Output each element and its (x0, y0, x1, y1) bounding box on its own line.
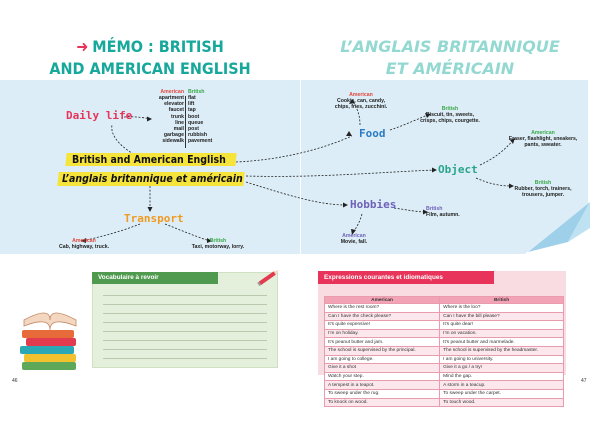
pencil-icon (256, 268, 282, 286)
node-object: Object (438, 163, 478, 176)
food-american-line1: Cookie, can, candy, (336, 98, 386, 104)
cell-british: Can I have the bill please? (440, 312, 564, 321)
table-row (325, 372, 564, 381)
table-row (325, 312, 564, 321)
daily-life-word-american: apartment (158, 95, 184, 101)
object-american-line2: pants, sweater. (524, 142, 562, 149)
object-american-line1: Eraser, flashlight, sneakers, (508, 136, 578, 142)
title-right-line1: L’ANGLAIS BRITANNIQUE (340, 37, 560, 56)
table-row (325, 355, 564, 364)
daily-life-word-british: flat (188, 95, 196, 101)
food-american (334, 92, 388, 110)
cell-british: I am going to university. (440, 355, 564, 364)
cell-british: To touch wood. (440, 398, 564, 407)
table-row (325, 364, 564, 373)
header-british: British (441, 106, 459, 112)
header-british: British (534, 180, 552, 186)
node-daily-life: Daily life (66, 109, 133, 122)
table-row (325, 321, 564, 330)
transport-american (56, 238, 112, 250)
node-transport: Transport (124, 212, 184, 225)
cell-american: To knock on wood. (325, 398, 440, 407)
food-british (420, 106, 480, 124)
hobbies-british (426, 206, 466, 218)
object-british-line1: Rubber, torch, trainers, (514, 186, 572, 192)
daily-life-word-british: lift (188, 101, 195, 108)
title-left-line1: MÉMO : BRITISH (92, 37, 224, 56)
column-header-british: British (440, 297, 564, 304)
header-american: American (72, 238, 96, 244)
page-curl (520, 202, 590, 258)
cell-american: It’s quite expensive! (325, 321, 440, 330)
transport-british (186, 238, 250, 250)
cell-american: Where is the rest room? (325, 304, 440, 313)
table-row (325, 346, 564, 355)
hobbies-british-words: Film, autumn. (426, 212, 460, 218)
page-number-right: 47 (581, 378, 587, 384)
daily-life-word-american: mail (173, 126, 184, 133)
table-row (325, 329, 564, 338)
cell-british: The school is supervised by the headmaster. (440, 346, 564, 355)
daily-life-word-british: boot (188, 113, 200, 120)
center-title-en: British and American English (72, 154, 226, 166)
cell-american: I’m on holiday. (325, 329, 440, 338)
daily-life-word-american: faucet (168, 107, 184, 114)
food-british-line1: Biscuit, tin, sweets, (425, 112, 475, 118)
center-title-fr: L’anglais britannique et américain (62, 173, 243, 185)
column-header-american: American (325, 297, 440, 304)
table-row (325, 338, 564, 347)
title-right-line2: ET AMÉRICAIN (385, 59, 515, 78)
cell-british: It’s peanut butter and marmelade. (440, 338, 564, 347)
object-british-line2: trousers, jumper. (521, 192, 565, 199)
header-british: British (209, 238, 227, 244)
daily-life-word-american: sidewalk (162, 138, 184, 145)
transport-american-words: Cab, highway, truck. (58, 244, 110, 250)
cell-british: I’m on vacation. (440, 329, 564, 338)
daily-life-word-british: tap (188, 107, 196, 114)
cell-american: I am going to college. (325, 355, 440, 364)
header-british: British (426, 206, 443, 212)
food-american-line2: chips, fries, zucchini. (334, 104, 388, 111)
daily-life-word-american: garbage (163, 132, 184, 139)
cell-british: A storm in a teacup. (440, 381, 564, 390)
daily-life-word-american: trunk (171, 113, 184, 120)
daily-life-word-british: rubbish (188, 132, 208, 139)
cell-american: The school is supervised by the principal. (325, 346, 440, 355)
daily-life-word-british: queue (188, 119, 204, 126)
cell-american: Watch your step. (325, 372, 440, 381)
header-american: American (160, 89, 184, 95)
header-british: British (188, 89, 205, 95)
table-row (325, 304, 564, 313)
vocab-box (92, 272, 278, 368)
header-american: American (531, 130, 555, 136)
page-number-left: 46 (12, 378, 18, 384)
expressions-title: Expressions courantes et idiomatiques (318, 271, 494, 284)
hobbies-american-words: Movie, fall. (340, 239, 368, 245)
cell-american: Can I have the check please? (325, 312, 440, 321)
arrow-right-icon: ➜ (76, 37, 89, 56)
books-icon (14, 300, 86, 376)
table-row (325, 398, 564, 407)
daily-life-word-british: post (188, 126, 199, 133)
node-hobbies: Hobbies (350, 198, 397, 211)
table-row (325, 389, 564, 398)
cell-british: To sweep under the carpet. (440, 389, 564, 398)
hobbies-american (332, 233, 376, 245)
cell-american: Give it a shot (325, 364, 440, 373)
node-food: Food (359, 127, 386, 140)
daily-life-american (146, 89, 184, 145)
cell-american: To sweep under the rug. (325, 389, 440, 398)
cell-british: Give it a go / a try! (440, 364, 564, 373)
cell-british: Where is the loo? (440, 304, 564, 313)
header-american: American (342, 233, 366, 239)
cell-american: It’s peanut butter and jam. (325, 338, 440, 347)
daily-life-word-american: elevator (164, 101, 184, 108)
daily-life-divider (185, 96, 186, 148)
title-left-line2: AND AMERICAN ENGLISH (49, 59, 251, 78)
expressions-table (324, 296, 564, 407)
vocab-title: Vocabulaire à revoir (92, 272, 218, 284)
cell-british: Mind the gap. (440, 372, 564, 381)
daily-life-word-american: line (175, 119, 184, 126)
header-american: American (349, 92, 373, 98)
food-british-line2: crisps, chips, courgette. (420, 118, 480, 125)
daily-life-british (188, 89, 238, 145)
transport-british-words: Taxi, motorway, lorry. (191, 244, 245, 250)
object-american (500, 130, 586, 148)
cell-american: A tempest in a teapot. (325, 381, 440, 390)
cell-british: It’s quite dear! (440, 321, 564, 330)
table-row (325, 381, 564, 390)
object-british (500, 180, 586, 198)
daily-life-word-british: pavement (188, 138, 213, 145)
